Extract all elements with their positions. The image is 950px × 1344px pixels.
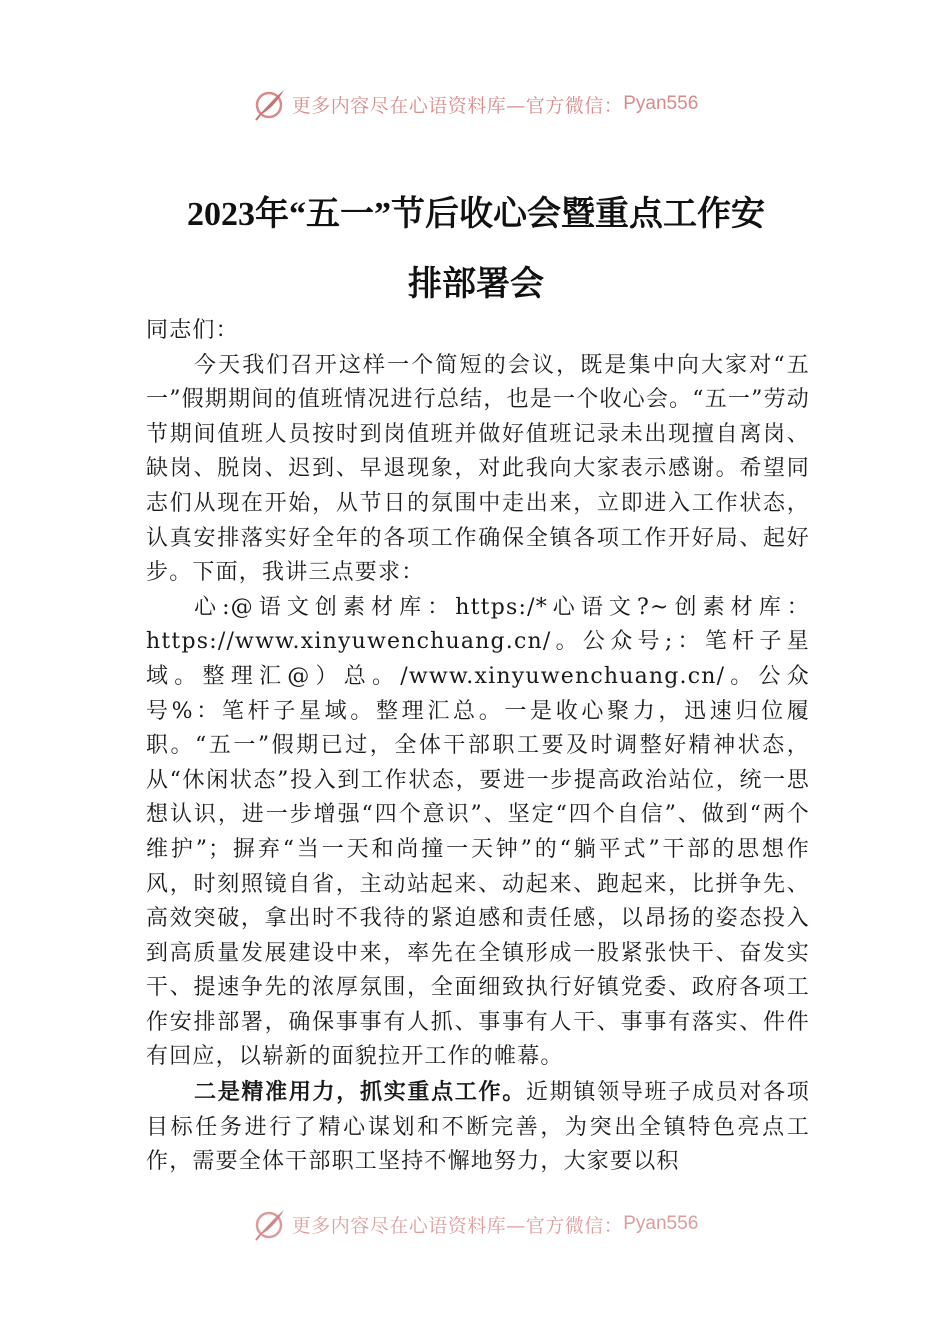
paragraph-intro: 今天我们召开这样一个简短的会议，既是集中向大家对“五一”假期期间的值班情况进行总结，也是一个收心会。“五一”劳动节期间值班人员按时到岗值班并做好值班记录未出现擅自离岗、缺岗、脱岗、迟到、早退现象，对此我向大家表示感谢。希望同志们从现在开始，从节日的氛围中走出来，立即进入工作状态，认真安排落实好全年的各项工作确保全镇各项工作开好局、起好步。下面，我讲三点要求：: [146, 352, 810, 586]
watermark-wechat-id: Pyan556: [623, 1213, 699, 1234]
quill-logo-icon: [252, 86, 288, 122]
watermark-header: [0, 84, 950, 124]
watermark-text: 更多内容尽在心语资料库—官方微信：: [291, 94, 624, 117]
title-line-1: 2023年“五一”节后收心会暨重点工作安: [187, 196, 765, 233]
watermark-footer: [0, 1204, 950, 1244]
salutation: 同志们：: [146, 318, 239, 343]
paragraph-point-one: 心:@语文创素材库：https:/*心语文?~创素材库：https://www.xinyuwenchuang.cn/。公众号;：笔杆子星域。整理汇@）总。/www.xinyuwenchuang.cn/。公众号%：笔杆子星域。整理汇总。一是收心聚力，迅速归位履职。“五一”假期已过，全体干部职工要及时调整好精神状态，从“休闲状态”投入到工作状态，要进一步提高政治站位，统一思想认识，进一步增强“四个意识”、坚定“四个自信”、做到“两个维护”；摒弃“当一天和尚撞一天钟”的“躺平式”干部的思想作风，时刻照镜自省，主动站起来、动起来、跑起来，比拼争先、高效突破，拿出时不我待的紧迫感和责任感，以昂扬的姿态投入到高质量发展建设中来，率先在全镇形成一股紧张快干、奋发实干、提速争先的浓厚氛围，全面细致执行好镇党委、政府各项工作安排部署，确保事事有人抓、事事有人干、事事有落实、件件有回应，以崭新的面貌拉开工作的帷幕。: [146, 594, 810, 1070]
watermark-wechat-id: Pyan556: [623, 93, 699, 114]
point-two-heading: 二是精准用力，抓实重点工作。: [194, 1079, 526, 1106]
document-body: [146, 314, 810, 1180]
quill-logo-icon: [252, 1206, 288, 1242]
point-two-text: 近期镇领导班子成员对各项目标任务进行了精心谋划和不断完善，为突出全镇特色亮点工作，需要全体干部职工坚持不懈地努力，大家要以积: [146, 1080, 810, 1175]
document-title: [146, 180, 806, 320]
watermark-text: 更多内容尽在心语资料库—官方微信：: [291, 1214, 624, 1237]
paragraph-point-two: [146, 1075, 810, 1180]
title-line-2: 排部署会: [408, 266, 544, 303]
